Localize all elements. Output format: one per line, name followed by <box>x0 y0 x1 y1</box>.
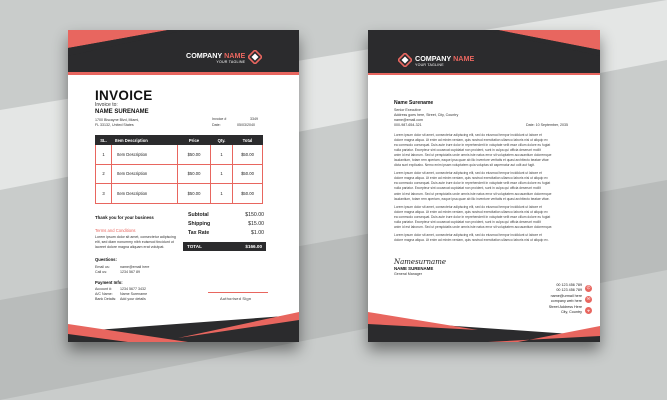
cell-qty: 1 <box>211 164 233 184</box>
letter-date: Date: 10 September, 2035 <box>526 123 568 127</box>
shipping-value: $15.00 <box>248 221 264 227</box>
terms-line2: elit, sed diam nonummy nibh euismod tincidunt ut <box>95 240 174 244</box>
cell-total: $50.00 <box>233 164 263 184</box>
invoice-to-label: Invoice to: <box>95 102 118 108</box>
subtotal-value: $150.00 <box>245 212 264 218</box>
bank-value: Add your details <box>120 297 146 301</box>
cell-sl: 1 <box>96 145 112 165</box>
client-name: NAME SURENAME <box>95 109 149 115</box>
table-row <box>96 164 263 184</box>
invoice-title: INVOICE <box>95 88 153 103</box>
recipient-title: Senior Executive <box>394 108 421 112</box>
signature-line <box>208 292 268 293</box>
tax-row <box>188 230 264 236</box>
terms-title: Terms and Conditions <box>95 228 136 233</box>
address-line1: Street Address Here <box>548 305 582 309</box>
tax-value: $1.00 <box>251 230 264 236</box>
recipient-phone: 000-987-654-321 <box>394 123 422 127</box>
col-description: Item Description <box>112 136 178 145</box>
tax-label: Tax Rate <box>188 230 210 236</box>
cell-price: $50.00 <box>178 164 211 184</box>
location-icon: ⌖ <box>585 307 592 314</box>
company-tagline: YOUR TAGLINE <box>216 59 246 64</box>
cell-total: $50.00 <box>233 145 263 165</box>
col-total: Total <box>233 136 263 145</box>
paragraph: Lorem ipsum dolor sit amet, consectetur adipiscing elit, sed do eiusmod tempor incididunt ut labore et dolore magna aliqua. Ut enim ad minim veniam, quis nostrud exercitation ullamco laboris nisi ut aliquip ex ea commodo consequat. Duis aute irure dolor in reprehenderit in voluptate velit esse cillum dolore eu fugiat nulla pariatur. Excepteur sint occaecat cupidatat non proident, sunt in culpa qui officia deserunt mollit anim id est laborum. Sed ut perspiciatis unde omnis iste natus error sit voluptatem accusantium doloremque laudantium, totam rem aperiam, eaque ipsa quae ab illo inventore veritatis et quasi architecto beatae vitae. <box>394 171 552 201</box>
signer-title: General Manager <box>394 272 422 276</box>
invoice-footer-band <box>68 312 299 342</box>
client-address-line1: 1700 Biscayne Blvd, Miami, <box>95 118 140 122</box>
cell-description: Item Description <box>112 145 178 165</box>
contact-phone <box>556 283 592 293</box>
cell-qty: 1 <box>211 184 233 204</box>
invoice-date-value: 05/03/2040 <box>237 123 255 127</box>
cell-sl: 3 <box>96 184 112 204</box>
paragraph: Lorem ipsum dolor sit amet, consectetur adipiscing elit, sed do eiusmod tempor incididunt ut labore et dolore magna aliqua. Ut enim ad minim veniam, quis nostrud exercitation ullamco laboris nisi ut aliquip ex. <box>394 232 549 242</box>
cell-qty: 1 <box>211 145 233 165</box>
company-name: COMPANY NAME <box>415 53 475 63</box>
call-label: Call us: <box>95 270 107 274</box>
bank-label: Bank Details: <box>95 297 117 301</box>
email-value: name@email here <box>120 265 150 269</box>
col-qty: Qty. <box>211 136 233 145</box>
signer-name: NAME SURENAME <box>394 266 434 271</box>
total-label: TOTAL <box>187 244 202 249</box>
company-tagline: YOUR TAGLINE <box>415 62 444 67</box>
subtotal-row <box>188 212 264 218</box>
payment-title: Payment Info: <box>95 280 123 285</box>
email-line1: name@urmail here <box>550 294 582 298</box>
recipient-address: Address goes here, Street, City, Country <box>394 113 459 117</box>
total-value: $166.00 <box>245 244 262 249</box>
questions-title: Questions: <box>95 257 117 262</box>
paragraph: Lorem ipsum dolor sit amet, consectetur adipiscing elit, sed do eiusmod tempor incididunt ut labore et dolore magna aliqua. Ut enim ad minim veniam, quis nostrud exercitation ullamco laboris nisi ut aliquip ex ea commodo consequat. Duis aute irure dolor in reprehenderit in voluptate velit esse cillum dolore eu fugiat nulla pariatur. Excepteur sint occaecat cupidatat non proident, sunt in culpa qui officia deserunt mollit anim id est laborum. Sed ut perspiciatis unde omnis iste natus error sit voluptatem accusantium doloremque. <box>394 204 553 229</box>
cell-price: $50.00 <box>178 145 211 165</box>
col-sl: SL. <box>96 136 112 145</box>
invoice-number-label: Invoice # <box>212 117 227 121</box>
cell-sl: 2 <box>96 164 112 184</box>
cell-total: $50.00 <box>233 184 263 204</box>
invoice-sheet <box>68 30 299 342</box>
thank-you-text: Thank you for your business <box>95 215 154 220</box>
ac-name-label: A/C Name: <box>95 292 113 296</box>
paragraph: Lorem ipsum dolor sit amet, consectetur adipiscing elit, sed do eiusmod tempor incididunt ut labore et dolore magna aliqua. Ut enim ad minim veniam, quis nostrud exercitation ullamco laboris nisi ut aliquip ex ea commodo consequat. Duis aute irure dolor in reprehenderit in voluptate velit esse cillum dolore eu fugiat nulla pariatur. Excepteur sint occaecat cupidatat non proident, sunt in culpa qui officia deserunt mollit anim id est laborum. Sed ut perspiciatis unde omnis iste natus error sit voluptatem accusantium doloremque laudantium, totam rem aperiam, eaque ipsa quae ab illo inventore veritatis et quasi architecto beatae vitae dicta sunt explicabo. Nemo enim ipsam voluptatem quia voluptas sit aspernatur aut odit aut fugit. <box>394 133 552 168</box>
account-label: Account #: <box>95 287 112 291</box>
invoice-date-label: Date: <box>212 123 221 127</box>
phone-icon: ✆ <box>586 285 591 290</box>
col-price: Price <box>178 136 211 145</box>
invoice-number-value: 3349 <box>250 117 258 121</box>
company-name: COMPANY NAME <box>186 50 246 60</box>
invoice-items-table <box>95 135 263 204</box>
invoice-header-band <box>68 30 299 75</box>
shipping-row <box>188 221 264 227</box>
email-line2: company web here <box>550 299 582 303</box>
letter-company-logo <box>398 53 474 67</box>
client-address-line2: FL 33132, United States <box>95 123 134 127</box>
cell-price: $50.00 <box>178 184 211 204</box>
authorised-sign: Authorised Sign <box>220 296 252 301</box>
call-value: 1234 567 89 <box>120 270 140 274</box>
address-line2: City, Country <box>560 310 582 314</box>
cell-description: Item Description <box>112 164 178 184</box>
phone-line1: 00 123 456 789 <box>556 283 582 287</box>
email-icon: ✉ <box>586 296 591 301</box>
letter-body <box>394 133 575 246</box>
account-value: 1234 5677 3432 <box>120 287 146 291</box>
table-header-row <box>96 136 263 145</box>
signature: Namesurname <box>394 258 446 266</box>
diamond-logo-icon <box>398 53 412 67</box>
terms-line1: Lorem ipsum dolor sit amet, consectetur adipiscing <box>95 235 176 239</box>
cell-description: Item Description <box>112 184 178 204</box>
invoice-company-logo <box>186 50 262 64</box>
diamond-logo-icon <box>248 50 262 64</box>
shipping-label: Shipping <box>188 221 211 227</box>
terms-line3: laoreet dolore magna aliquam erat volutpat. <box>95 245 165 249</box>
recipient-name: Name Surename <box>394 100 434 106</box>
phone-line2: 00 123 456 789 <box>556 288 582 292</box>
total-box <box>183 242 266 251</box>
table-row <box>96 184 263 204</box>
table-row <box>96 145 263 165</box>
subtotal-label: Subtotal <box>188 212 209 218</box>
contact-email <box>551 294 592 304</box>
recipient-email: name@email.com <box>394 118 424 122</box>
email-label: Email us: <box>95 265 110 269</box>
letterhead-sheet <box>368 30 600 342</box>
letter-footer-band <box>368 312 600 342</box>
ac-name-value: Name Surename <box>120 292 148 296</box>
